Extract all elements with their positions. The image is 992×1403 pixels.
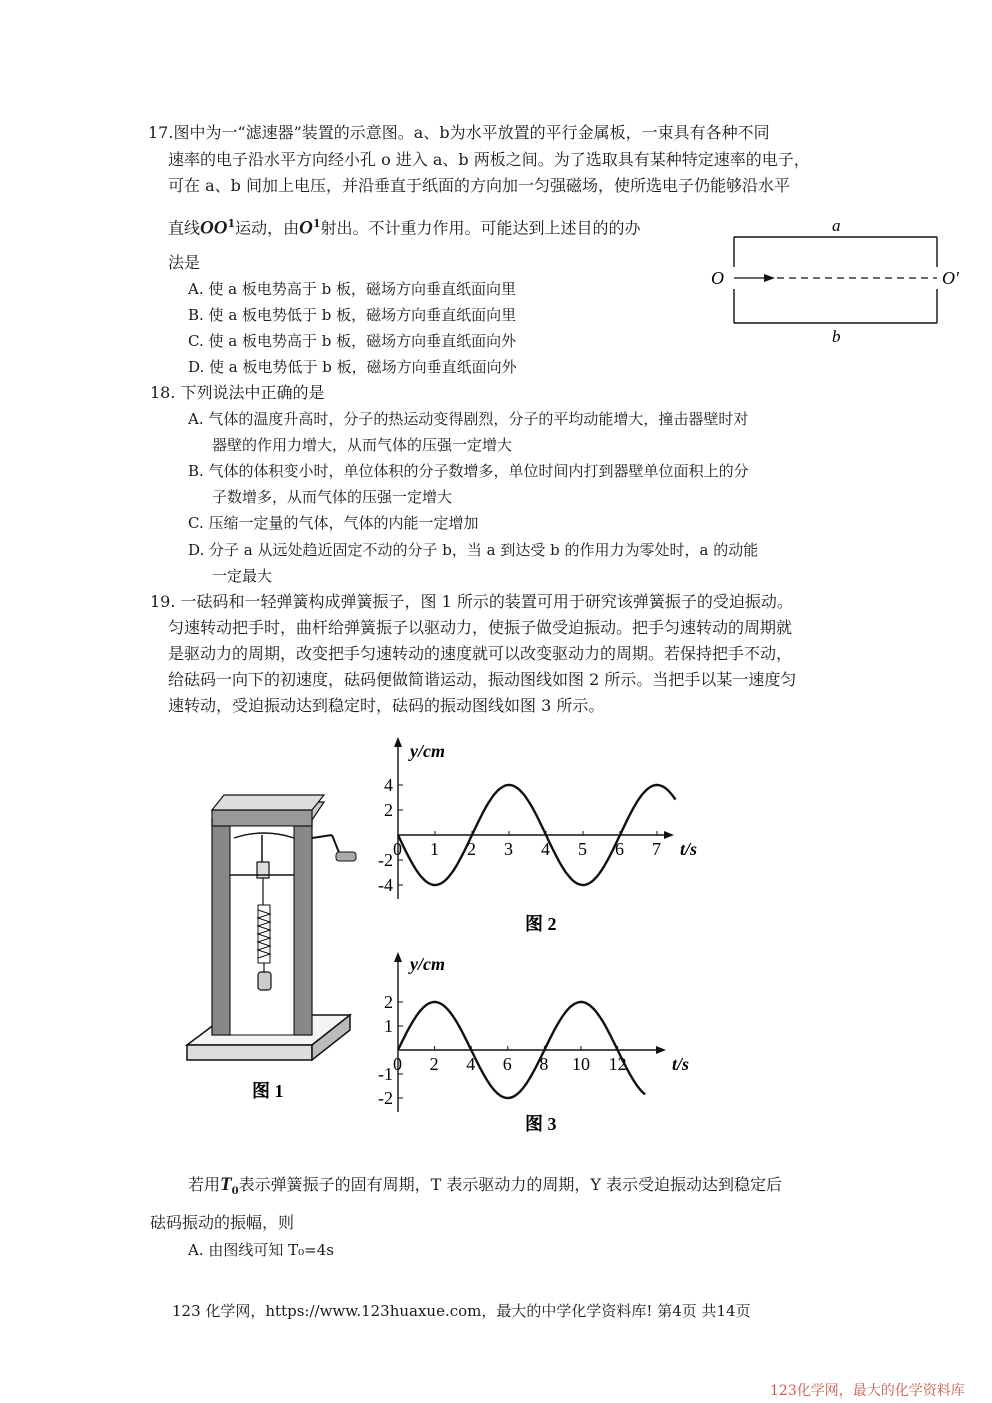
o-symbol: O	[299, 217, 313, 239]
q18-option-d-line-2: 一定最大	[212, 567, 273, 585]
y-axis-arrow	[394, 952, 402, 962]
q17-option-b: B. 使 a 板电势低于 b 板，磁场方向垂直纸面向里	[188, 306, 517, 324]
q19-line-3: 是驱动力的周期，改变把手匀速转动的速度就可以改变驱动力的周期。若保持把手不动，	[168, 644, 793, 663]
y-axis-arrow	[394, 737, 402, 747]
x-axis-label: t/s	[672, 1054, 690, 1074]
y-tick-label: 2	[384, 800, 393, 820]
label-a: a	[832, 216, 841, 235]
x-tick-label: 2	[429, 1054, 439, 1074]
q17-line-4a: 直线	[168, 218, 201, 238]
q19-line-2: 匀速转动把手时，曲杆给弹簧振子以驱动力，使振子做受迫振动。把手匀速转动的周期就	[168, 618, 793, 637]
q17-line-4	[168, 213, 641, 239]
x-axis-arrow	[664, 831, 674, 839]
x-tick-label: 1	[430, 839, 439, 859]
x-tick-label: 12	[608, 1054, 627, 1074]
q18-option-b-line-1: B. 气体的体积变小时，单位体积的分子数增多，单位时间内打到器壁单位面积上的分	[188, 462, 749, 480]
x-tick-label: 4	[541, 839, 550, 859]
y-tick-label: -2	[378, 850, 393, 870]
q19-after-line-2: 砝码振动的振幅，则	[150, 1213, 295, 1232]
x-tick-label: 7	[652, 839, 661, 859]
q19-after-line-1	[188, 1174, 782, 1203]
x-tick-label: 6	[502, 1054, 512, 1074]
apparatus-base-front	[187, 1045, 312, 1060]
left-column	[212, 820, 230, 1035]
q19-line-5: 速转动，受迫振动达到稳定时，砝码的振动图线如图 3 所示。	[168, 696, 605, 715]
q17-line-5: 法是	[168, 253, 201, 272]
y-tick-label: -4	[378, 875, 393, 895]
right-column	[294, 820, 312, 1035]
x-tick-label: 3	[504, 839, 513, 859]
top-beam-top	[212, 795, 324, 810]
watermark: 123化学网，最大的化学资料库	[770, 1383, 965, 1399]
oo-superscript: 1	[227, 217, 236, 230]
x-tick-label: 10	[572, 1054, 590, 1074]
t0-symbol: T	[220, 1174, 232, 1195]
velocity-filter-figure	[705, 215, 975, 350]
q17-line-2: 速率的电子沿水平方向经小孔 o 进入 a、b 两板之间。为了选取具有某种特定速率的电子，	[168, 150, 810, 169]
figure-2-chart	[360, 735, 720, 950]
oo-symbol: OO	[200, 217, 228, 239]
x-tick-label: 4	[466, 1054, 476, 1074]
figure-3-chart	[360, 950, 720, 1145]
x-axis-arrow	[656, 1046, 666, 1054]
x-tick-label: 0	[393, 839, 402, 859]
q18-option-b-line-2: 子数增多，从而气体的压强一定增大	[212, 488, 453, 506]
q18-option-a-line-1: A. 气体的温度升高时，分子的热运动变得剧烈，分子的平均动能增大，撞击器壁时对	[188, 410, 749, 428]
y-tick-label: -1	[378, 1064, 393, 1084]
y-axis-label: y/cm	[410, 954, 445, 974]
y-tick-label: -2	[378, 1088, 393, 1108]
q19-option-a: A. 由图线可知 T₀=4s	[188, 1241, 334, 1259]
chart-caption: 图 3	[525, 1114, 557, 1134]
q18-option-d-line-1: D. 分子 a 从远处趋近固定不动的分子 b，当 a 到达受 b 的作用力为零处时，a 的动能	[188, 541, 759, 559]
top-beam	[212, 810, 312, 826]
label-b: b	[832, 327, 841, 346]
x-tick-label: 8	[539, 1054, 549, 1074]
crank-handle	[336, 852, 356, 861]
x-tick-label: 6	[615, 839, 624, 859]
q19-line-1: 19. 一砝码和一轻弹簧构成弹簧振子，图 1 所示的装置可用于研究该弹簧振子的受迫振动。	[150, 592, 793, 611]
t0-subscript: 0	[231, 1186, 239, 1198]
q17-option-c: C. 使 a 板电势高于 b 板，磁场方向垂直纸面向外	[188, 332, 517, 350]
figure-1-apparatus	[182, 790, 357, 1110]
q17-line-3: 可在 a、b 间加上电压，并沿垂直于纸面的方向加一匀强磁场，使所选电子仍能够沿水平	[168, 176, 790, 195]
label-o: O	[711, 268, 724, 288]
figure-1-caption: 图 1	[252, 1081, 284, 1101]
x-tick-label: 2	[467, 839, 476, 859]
x-axis-label: t/s	[680, 839, 698, 859]
weight	[258, 972, 271, 990]
q18-option-a-line-2: 器壁的作用力增大，从而气体的压强一定增大	[212, 436, 513, 454]
y-tick-label: 2	[384, 992, 393, 1012]
q19-line-4: 给砝码一向下的初速度，砝码便做简谐运动，振动图线如图 2 所示。当把手以某一速度匀	[168, 670, 797, 689]
label-o-prime: O′	[942, 268, 959, 288]
q17-line-4c: 射出。不计重力作用。可能达到上述目的的办	[320, 218, 641, 238]
crank-arm	[312, 835, 332, 838]
x-tick-label: 5	[578, 839, 587, 859]
q18-option-c: C. 压缩一定量的气体，气体的内能一定增加	[188, 514, 479, 532]
y-tick-label: 1	[384, 1016, 393, 1036]
q19-after-1a: 若用	[188, 1175, 221, 1194]
y-axis-label: y/cm	[410, 741, 445, 761]
q17-line-4b: 运动，由	[235, 218, 300, 238]
q17-option-d: D. 使 a 板电势低于 b 板，磁场方向垂直纸面向外	[188, 358, 517, 376]
y-tick-label: 4	[384, 775, 393, 795]
chart-caption: 图 2	[525, 914, 557, 934]
q17-option-a: A. 使 a 板电势高于 b 板，磁场方向垂直纸面向里	[188, 280, 516, 298]
page-footer: 123 化学网，https://www.123huaxue.com，最大的中学化学资料库! 第4页 共14页	[172, 1302, 751, 1320]
q18-stem: 18. 下列说法中正确的是	[150, 383, 325, 402]
q19-after-1b: 表示弹簧振子的固有周期，T 表示驱动力的周期，Y 表示受迫振动达到稳定后	[238, 1175, 783, 1194]
beam-arrowhead	[764, 274, 775, 282]
o-superscript: 1	[312, 217, 321, 230]
q17-line-1: 17.图中为一“滤速器”装置的示意图。a、b为水平放置的平行金属板，一束具有各种不同	[148, 123, 770, 142]
x-tick-label: 0	[393, 1054, 402, 1074]
